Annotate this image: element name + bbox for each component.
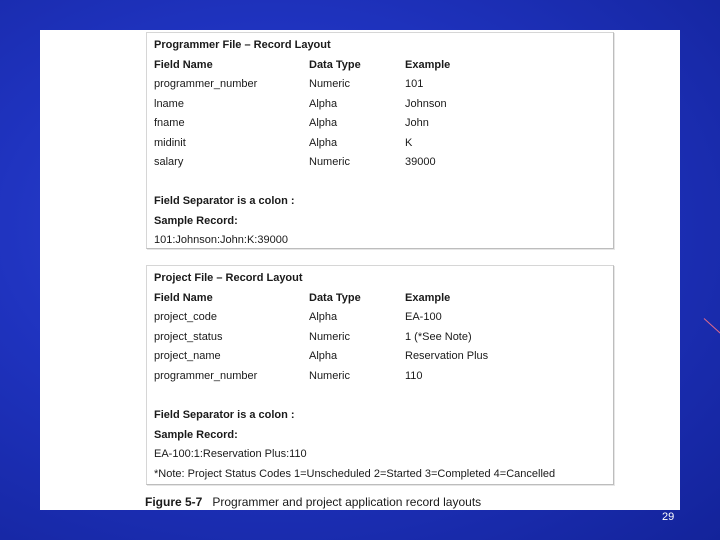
programmer-record-layout <box>146 32 614 249</box>
example-cell: John <box>405 117 429 129</box>
sample-record-label: Sample Record: <box>154 215 238 227</box>
project-layout-title: Project File – Record Layout <box>154 272 303 284</box>
example-cell: 101 <box>405 78 424 90</box>
header-data-type: Data Type <box>309 292 361 304</box>
example-cell: 110 <box>405 370 423 382</box>
data-type-cell: Alpha <box>309 137 338 149</box>
data-type-cell: Alpha <box>309 350 338 362</box>
data-type-cell: Numeric <box>309 331 350 343</box>
field-name-cell: project_name <box>154 350 221 362</box>
data-type-cell: Alpha <box>309 117 338 129</box>
field-name-cell: salary <box>154 156 184 168</box>
header-field-name: Field Name <box>154 292 213 304</box>
separator-label: Field Separator is a colon : <box>154 195 295 207</box>
header-data-type: Data Type <box>309 59 361 71</box>
example-cell: K <box>405 137 413 149</box>
field-name-cell: programmer_number <box>154 78 258 90</box>
example-cell: 39000 <box>405 156 436 168</box>
decorative-accent-line <box>704 318 720 339</box>
header-example: Example <box>405 292 451 304</box>
field-name-cell: midinit <box>154 137 186 149</box>
example-cell: EA-100 <box>405 311 442 323</box>
field-name-cell: programmer_number <box>154 370 258 382</box>
status-codes-note: *Note: Project Status Codes 1=Unscheduled 2=Started 3=Completed 4=Cancelled <box>154 468 556 480</box>
data-type-cell: Alpha <box>309 311 338 323</box>
project-record-layout <box>146 265 614 485</box>
data-type-cell: Numeric <box>309 370 350 382</box>
example-cell: Reservation Plus <box>405 350 489 362</box>
data-type-cell: Numeric <box>309 78 350 90</box>
header-field-name: Field Name <box>154 59 213 71</box>
slide-content-panel <box>40 30 680 510</box>
example-cell: 1 (*See Note) <box>405 331 472 343</box>
figure-caption-text: Programmer and project application record layouts <box>212 495 482 509</box>
header-example: Example <box>405 59 451 71</box>
field-name-cell: fname <box>154 117 185 129</box>
sample-record-value: EA-100:1:Reservation Plus:110 <box>154 448 307 460</box>
data-type-cell: Alpha <box>309 98 338 110</box>
figure-number: Figure 5-7 <box>145 495 203 509</box>
figure-caption <box>145 495 481 509</box>
data-type-cell: Numeric <box>309 156 350 168</box>
sample-record-label: Sample Record: <box>154 429 238 441</box>
field-name-cell: project_code <box>154 311 217 323</box>
field-name-cell: project_status <box>154 331 223 343</box>
example-cell: Johnson <box>405 98 447 110</box>
separator-label: Field Separator is a colon : <box>154 409 295 421</box>
programmer-layout-title: Programmer File – Record Layout <box>154 39 331 51</box>
page-number: 29 <box>662 511 675 523</box>
field-name-cell: lname <box>154 98 184 110</box>
sample-record-value: 101:Johnson:John:K:39000 <box>154 234 288 246</box>
